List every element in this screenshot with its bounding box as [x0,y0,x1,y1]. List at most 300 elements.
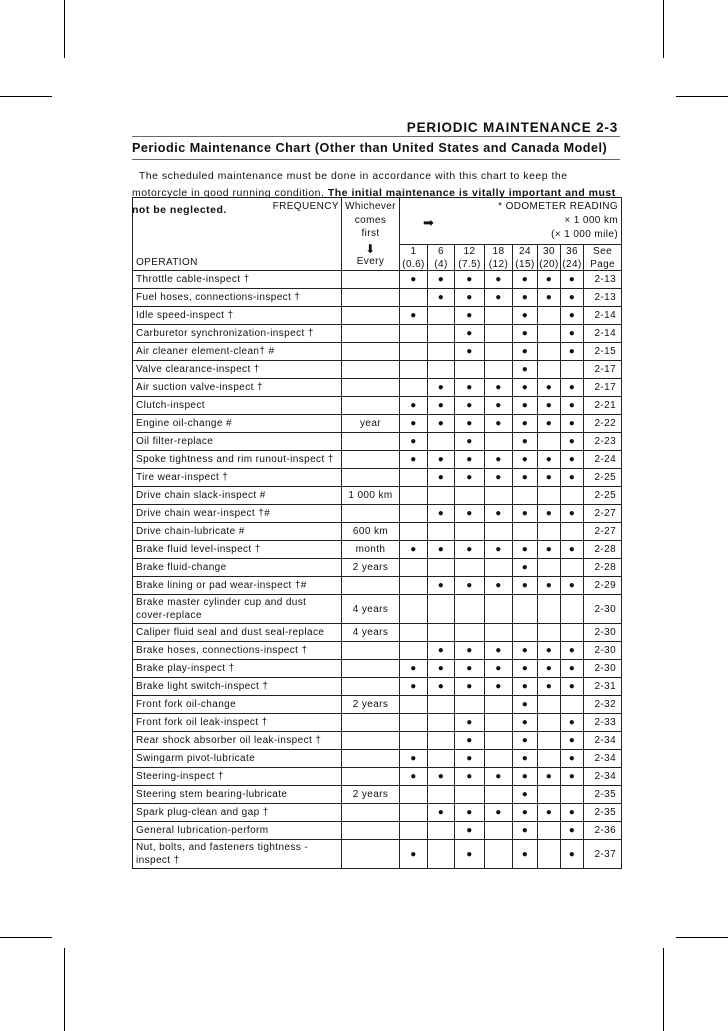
interval-cell [561,271,584,289]
interval-cell [485,505,513,523]
interval-cell [428,642,455,660]
bullet-icon: ● [521,346,529,357]
page-ref-cell: 2-30 [584,642,622,660]
bullet-icon: ● [437,807,445,818]
bullet-icon: ● [466,753,473,764]
interval-cell [400,750,428,768]
interval-cell [561,379,584,397]
page-ref-cell: 2-14 [584,325,622,343]
bullet-icon: ● [568,825,576,836]
page-ref-cell: 2-13 [584,271,622,289]
bullet-icon: ● [521,645,529,656]
page-ref-cell: 2-31 [584,678,622,696]
interval-cell [485,343,513,361]
interval-cell [538,451,561,469]
bullet-icon: ● [521,562,529,573]
interval-cell [538,559,561,577]
interval-cell [485,433,513,451]
table-row [133,786,622,804]
interval-cell [400,696,428,714]
every-cell: 4 years [342,595,400,624]
interval-cell [538,469,561,487]
interval-cell [485,469,513,487]
bullet-icon: ● [545,292,553,303]
bullet-icon: ● [466,717,473,728]
interval-cell [538,840,561,869]
interval-cell [538,343,561,361]
interval-cell [513,397,538,415]
bullet-icon: ● [495,645,502,656]
bullet-icon: ● [568,753,576,764]
page-ref-cell: 2-34 [584,750,622,768]
see-label: See [593,246,613,257]
table-row [133,433,622,451]
interval-cell [485,559,513,577]
interval-cell [485,397,513,415]
table-row [133,577,622,595]
interval-cell [455,714,485,732]
bullet-icon: ● [545,645,553,656]
interval-cell [513,289,538,307]
interval-cell [538,577,561,595]
intro-emphasis: The initial maintenance is vitally important and must not be neglected. [132,187,616,216]
interval-cell [455,361,485,379]
interval-cell [561,307,584,325]
interval-cell [513,451,538,469]
interval-cell [485,750,513,768]
interval-cell [400,271,428,289]
bullet-icon: ● [545,382,553,393]
operation-cell: Drive chain-lubricate # [133,523,342,541]
title-rule [132,159,620,160]
interval-cell [485,289,513,307]
table-row [133,415,622,433]
table-head-row [133,198,622,271]
interval-cell [455,487,485,505]
interval-cell [400,732,428,750]
km-value: 1 [410,246,417,257]
interval-cell [561,624,584,642]
interval-cell [485,732,513,750]
bullet-icon: ● [521,848,529,860]
interval-cell [455,541,485,559]
bullet-icon: ● [410,436,417,447]
bullet-icon: ● [466,771,473,782]
page-ref-cell: 2-34 [584,768,622,786]
interval-cell [400,523,428,541]
table-row [133,505,622,523]
table-row [133,768,622,786]
bullet-icon: ● [437,472,445,483]
bullet-icon: ● [521,382,529,393]
bullet-icon: ● [568,681,576,692]
interval-cell [485,541,513,559]
bullet-icon: ● [545,274,553,285]
mile-value: (24) [562,259,582,270]
interval-cell [513,678,538,696]
interval-cell [455,307,485,325]
interval-cell [400,714,428,732]
interval-cell [513,523,538,541]
bullet-icon: ● [568,400,576,411]
interval-cell [428,523,455,541]
interval-cell [485,577,513,595]
interval-cell [561,804,584,822]
page-ref-cell: 2-30 [584,624,622,642]
interval-cell [485,822,513,840]
operation-cell: Brake lining or pad wear-inspect †# [133,577,342,595]
every-label: Every [356,255,385,267]
bullet-icon: ● [410,771,417,782]
every-cell [342,433,400,451]
operation-cell: Caliper fluid seal and dust seal-replace [133,624,342,642]
interval-cell [428,289,455,307]
bullet-icon: ● [568,472,576,483]
interval-cell [428,361,455,379]
bullet-icon: ● [437,454,445,465]
interval-cell [561,361,584,379]
every-cell [342,768,400,786]
bullet-icon: ● [568,454,576,465]
operation-cell: Front fork oil-change [133,696,342,714]
bullet-icon: ● [568,848,576,860]
interval-cell [428,343,455,361]
bullet-icon: ● [521,717,529,728]
km-value: 18 [492,246,505,257]
interval-cell [400,397,428,415]
interval-cell [538,786,561,804]
every-cell: 2 years [342,786,400,804]
interval-cell [561,289,584,307]
mile-value: (12) [488,259,509,270]
interval-cell [538,822,561,840]
interval-cell [400,325,428,343]
interval-cell [428,559,455,577]
interval-cell [561,415,584,433]
interval-cell [428,307,455,325]
interval-cell [428,696,455,714]
operation-cell: Drive chain wear-inspect †# [133,505,342,523]
crop-mark [663,948,664,1031]
interval-cell [513,714,538,732]
interval-cell [538,714,561,732]
interval-cell [561,487,584,505]
interval-cell [561,325,584,343]
odometer-column-head [538,244,561,270]
interval-cell [400,487,428,505]
page-ref-cell: 2-14 [584,307,622,325]
bullet-icon: ● [466,663,473,674]
bullet-icon: ● [410,400,417,411]
interval-cell [400,307,428,325]
table-row [133,397,622,415]
table-row [133,325,622,343]
every-cell: 2 years [342,559,400,577]
interval-cell [513,433,538,451]
interval-cell [455,786,485,804]
page-ref-cell: 2-13 [584,289,622,307]
operation-cell: Steering stem bearing-lubricate [133,786,342,804]
bullet-icon: ● [568,436,576,447]
interval-cell [513,343,538,361]
interval-cell [561,678,584,696]
interval-cell [513,696,538,714]
odometer-column-head [561,244,584,270]
every-cell [342,840,400,869]
interval-cell [400,804,428,822]
interval-cell [538,307,561,325]
interval-cell [538,678,561,696]
bullet-icon: ● [410,310,417,321]
odometer-column-head [513,244,538,270]
bullet-icon: ● [410,681,417,692]
interval-cell [513,804,538,822]
bullet-icon: ● [521,472,529,483]
every-cell [342,505,400,523]
table-row [133,732,622,750]
interval-cell [561,642,584,660]
operation-cell: Swingarm pivot-lubricate [133,750,342,768]
interval-cell [428,732,455,750]
interval-cell [400,577,428,595]
page-ref-cell: 2-37 [584,840,622,869]
table-row [133,307,622,325]
interval-cell [513,559,538,577]
bullet-icon: ● [568,663,576,674]
page-ref-cell: 2-17 [584,379,622,397]
bullet-icon: ● [495,663,502,674]
interval-cell [513,487,538,505]
interval-cell [561,786,584,804]
crop-mark [0,937,52,938]
interval-cell [455,822,485,840]
interval-cell [485,696,513,714]
interval-cell [455,343,485,361]
interval-cell [538,804,561,822]
km-value: 30 [543,246,555,257]
bullet-icon: ● [495,382,502,393]
interval-cell [428,379,455,397]
bullet-icon: ● [466,645,473,656]
comes-label: comes [354,214,387,226]
operation-cell: General lubrication-perform [133,822,342,840]
whichever-label: Whichever [345,201,396,212]
interval-cell [561,732,584,750]
crop-mark [64,0,65,58]
interval-cell [538,271,561,289]
interval-cell [455,577,485,595]
table-row [133,595,622,624]
table-row [133,469,622,487]
operation-cell: Spark plug-clean and gap † [133,804,342,822]
bullet-icon: ● [437,292,445,303]
every-cell [342,714,400,732]
bullet-icon: ● [545,508,553,519]
bullet-icon: ● [437,580,445,591]
interval-cell [428,660,455,678]
page-ref-cell: 2-30 [584,595,622,624]
page-ref-cell: 2-24 [584,451,622,469]
every-cell [342,343,400,361]
odometer-label: * ODOMETER READING [498,201,619,212]
every-cell: month [342,541,400,559]
bullet-icon: ● [466,825,473,836]
interval-cell [538,732,561,750]
bullet-icon: ● [521,681,529,692]
operation-cell: Nut, bolts, and fasteners tightness -inspect † [133,840,342,869]
interval-cell [400,451,428,469]
interval-cell [428,595,455,624]
bullet-icon: ● [521,771,529,782]
page-ref-cell: 2-35 [584,804,622,822]
operation-cell: Throttle cable-inspect † [133,271,342,289]
every-cell [342,469,400,487]
km-value: 36 [566,246,578,257]
bullet-icon: ● [568,807,576,818]
interval-cell [428,822,455,840]
interval-cell [538,415,561,433]
page-ref-cell: 2-36 [584,822,622,840]
every-cell: 4 years [342,624,400,642]
every-cell [342,379,400,397]
page-ref-cell: 2-30 [584,660,622,678]
interval-cell [538,397,561,415]
bullet-icon: ● [466,418,473,429]
odometer-column-head [455,244,485,270]
operation-cell: Clutch-inspect [133,397,342,415]
interval-cell [428,786,455,804]
bullet-icon: ● [568,310,576,321]
bullet-icon: ● [495,292,502,303]
every-cell [342,289,400,307]
odometer-column-head [485,244,513,270]
interval-cell [455,768,485,786]
interval-cell [513,271,538,289]
operation-cell: Engine oil-change # [133,415,342,433]
interval-cell [400,469,428,487]
bullet-icon: ● [495,472,502,483]
interval-cell [538,361,561,379]
bullet-icon: ● [495,807,502,818]
interval-cell [400,379,428,397]
table-row [133,750,622,768]
page-ref-cell: 2-15 [584,343,622,361]
operation-cell: Tire wear-inspect † [133,469,342,487]
bullet-icon: ● [466,346,473,357]
operation-cell: Valve clearance-inspect † [133,361,342,379]
interval-cell [485,768,513,786]
operation-cell: Brake fluid-change [133,559,342,577]
bullet-icon: ● [437,508,445,519]
table-row [133,559,622,577]
interval-cell [485,804,513,822]
odometer-head-cell [400,198,622,271]
page-ref-cell: 2-23 [584,433,622,451]
interval-cell [428,541,455,559]
every-cell [342,678,400,696]
bullet-icon: ● [437,400,445,411]
page-ref-cell: 2-21 [584,397,622,415]
bullet-icon: ● [521,789,529,800]
interval-cell [538,325,561,343]
bullet-icon: ● [466,807,473,818]
interval-cell [513,379,538,397]
bullet-icon: ● [466,735,473,746]
bullet-icon: ● [410,663,417,674]
interval-cell [485,714,513,732]
interval-cell [428,840,455,869]
bullet-icon: ● [545,418,553,429]
bullet-icon: ● [495,418,502,429]
page-ref-cell: 2-27 [584,505,622,523]
bullet-icon: ● [521,735,529,746]
interval-cell [455,415,485,433]
interval-cell [513,624,538,642]
interval-cell [538,541,561,559]
interval-cell [513,750,538,768]
bullet-icon: ● [466,580,473,591]
every-cell [342,307,400,325]
bullet-icon: ● [521,292,529,303]
bullet-icon: ● [466,681,473,692]
odometer-column-head [428,244,455,270]
every-cell [342,804,400,822]
bullet-icon: ● [466,328,473,339]
table-row [133,451,622,469]
every-cell [342,642,400,660]
interval-cell [561,523,584,541]
interval-cell [485,642,513,660]
km-value: 6 [438,246,444,257]
interval-cell [485,523,513,541]
table-body [133,271,622,869]
bullet-icon: ● [545,580,553,591]
operation-cell: Air suction valve-inspect † [133,379,342,397]
bullet-icon: ● [495,544,502,555]
interval-cell [400,433,428,451]
km-value: 24 [519,246,531,257]
interval-cell [428,433,455,451]
interval-cell [485,840,513,869]
bullet-icon: ● [568,544,576,555]
bullet-icon: ● [410,544,417,555]
bullet-icon: ● [495,454,502,465]
bullet-icon: ● [410,418,417,429]
mile-value: (7.5) [458,259,481,270]
interval-cell [561,714,584,732]
bullet-icon: ● [521,825,529,836]
bullet-icon: ● [521,418,529,429]
table-row [133,487,622,505]
interval-cell [538,487,561,505]
table-row [133,289,622,307]
interval-cell [485,786,513,804]
interval-cell [538,595,561,624]
bullet-icon: ● [466,436,473,447]
interval-cell [513,505,538,523]
table-row [133,343,622,361]
operation-cell: Steering-inspect † [133,768,342,786]
bullet-icon: ● [521,328,529,339]
interval-cell [455,451,485,469]
table-row [133,379,622,397]
operation-cell: Idle speed-inspect † [133,307,342,325]
operation-cell: Oil filter-replace [133,433,342,451]
bullet-icon: ● [495,508,502,519]
interval-cell [400,415,428,433]
every-cell [342,325,400,343]
page-ref-cell: 2-34 [584,732,622,750]
